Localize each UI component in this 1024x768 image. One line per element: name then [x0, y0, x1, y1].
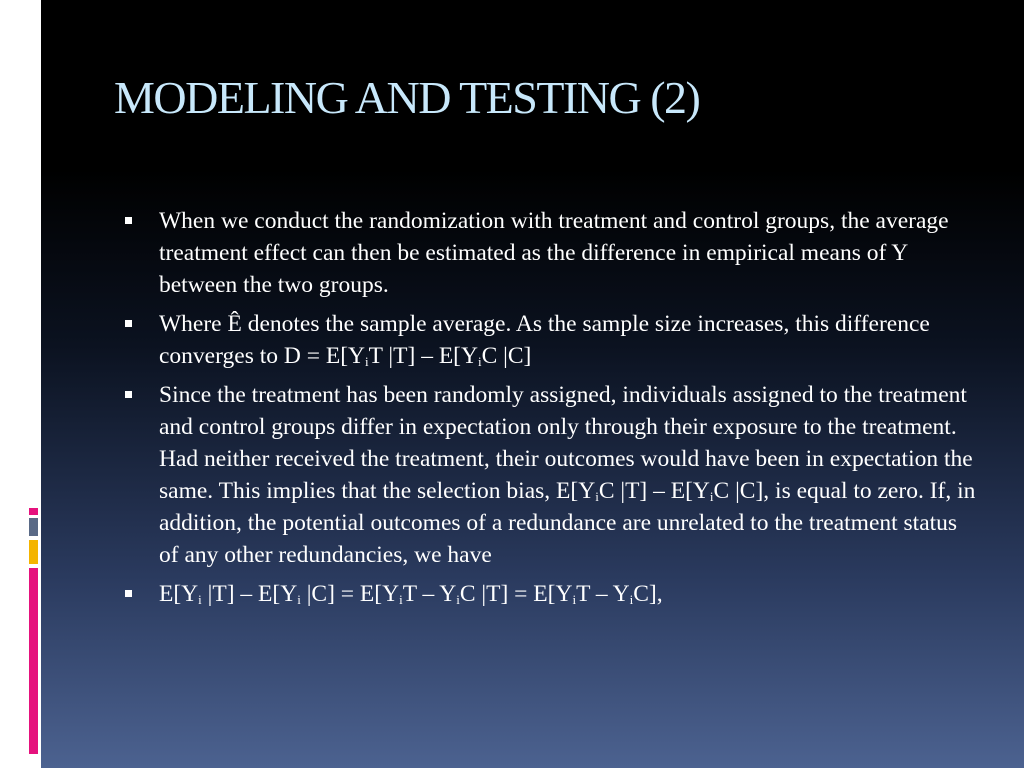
bullet-item [120, 205, 980, 301]
subscript-text: i [595, 489, 599, 504]
bullet-text: |C] = E[Y [300, 581, 400, 607]
subscript-text: i [477, 354, 482, 369]
bullet-square-icon [125, 590, 132, 597]
bullet-text: T |T] – E[Y [368, 343, 478, 369]
bullet-square-icon [125, 391, 132, 398]
bullet-text: Where Ê denotes the sample average. As the sample size increases, this difference converges to D = E[Y [159, 311, 930, 369]
subscript-text: i [709, 489, 714, 504]
slide-title: MODELING AND TESTING (2) [114, 72, 700, 123]
accent-bar-pink-small [29, 508, 38, 515]
accent-bar-pink-long [29, 568, 38, 754]
accent-bar-yellow [29, 540, 38, 564]
subscript-text: i [297, 592, 301, 607]
bullet-text: Since the treatment has been randomly assigned, individuals assigned to the treatment and control groups differ in expectation only through their exposure to the treatment. Had neither received the treatment, their outcomes would have been in expectation the same. This implies that the selection bias, E[Y [159, 382, 973, 504]
bullet-text: E[Y [159, 581, 199, 607]
bullet-text: C |T] = E[Y [459, 581, 573, 607]
subscript-text: i [629, 592, 634, 607]
bullet-square-icon [125, 217, 132, 224]
subscript-text: i [456, 592, 460, 607]
bullet-text: When we conduct the randomization with treatment and control groups, the average treatment effect can then be estimated as the difference in empirical means of Y between the two groups. [159, 208, 949, 298]
bullet-item [120, 308, 980, 372]
bullet-text: C |T] – E[Y [598, 478, 710, 504]
bullet-square-icon [125, 320, 132, 327]
bullet-text: T – Y [402, 581, 457, 607]
bullet-item [120, 379, 980, 571]
bullet-item [120, 578, 980, 610]
subscript-text: i [198, 592, 202, 607]
bullet-text: T – Y [576, 581, 630, 607]
accent-bar-gray [29, 518, 38, 536]
bullet-text: C], [633, 581, 663, 607]
bullet-text: C |C], is equal to zero. If, in addition, the potential outcomes of a redundance are unrelated to the treatment status of any other redundancies, we have [159, 478, 976, 568]
bullet-text: |T] – E[Y [201, 581, 298, 607]
subscript-text: i [399, 592, 403, 607]
bullet-text: C |C] [481, 343, 532, 369]
bullet-list [120, 205, 980, 617]
subscript-text: i [365, 354, 369, 369]
left-side-panel [0, 0, 41, 768]
subscript-text: i [572, 592, 577, 607]
